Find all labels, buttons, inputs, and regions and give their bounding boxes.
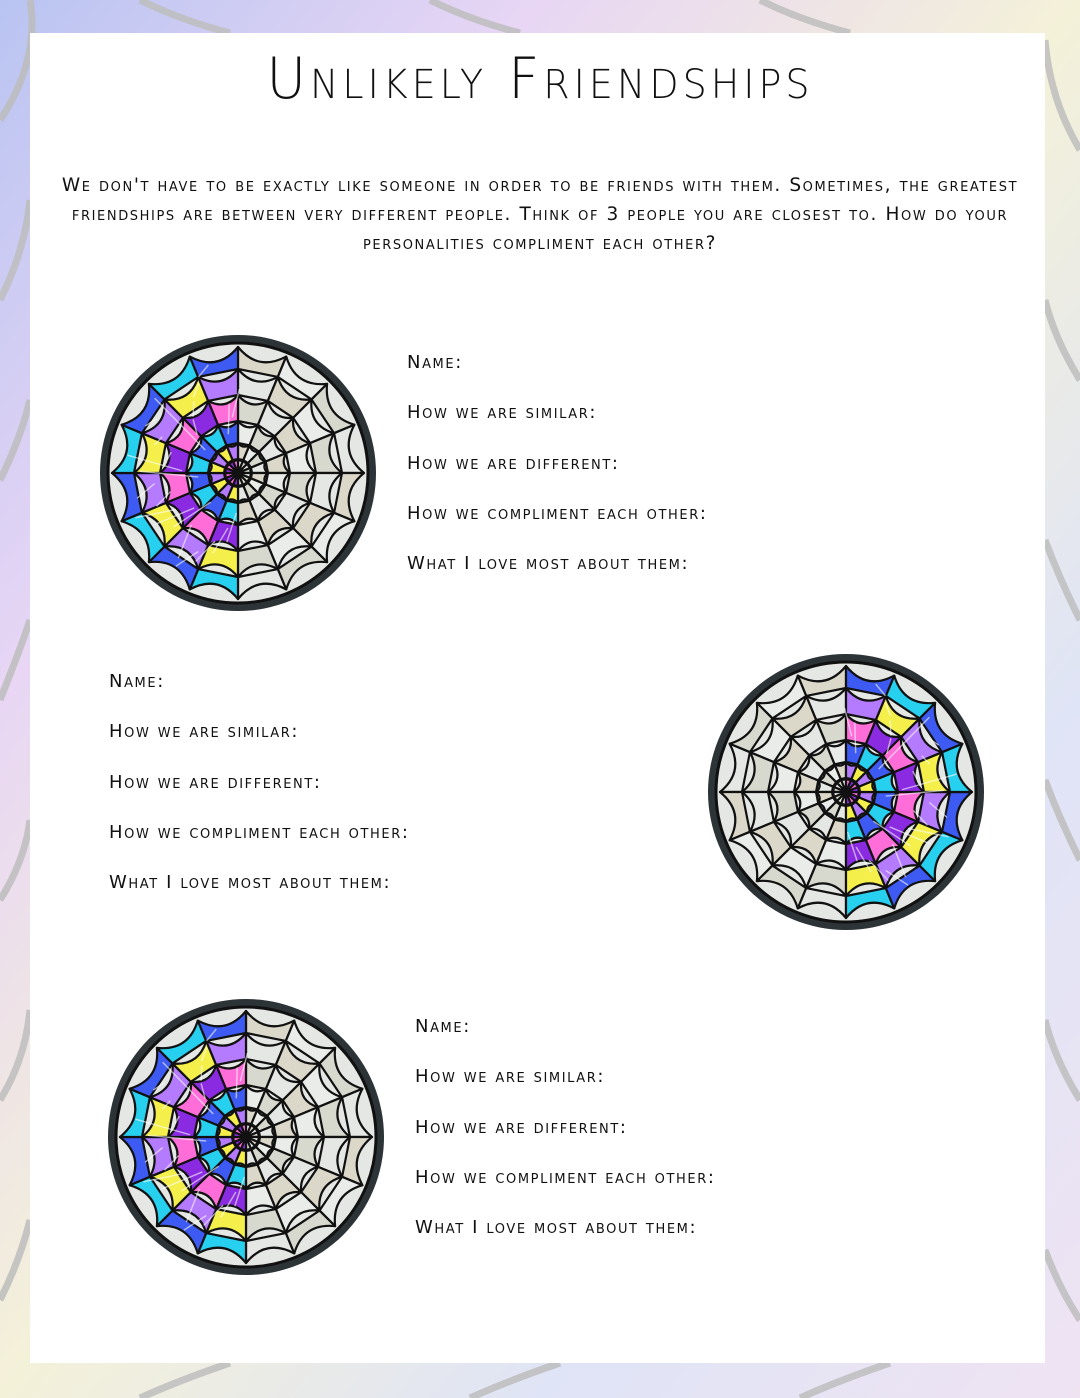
prompt-name: Name: <box>407 352 463 373</box>
stained-glass-web-icon <box>106 997 386 1277</box>
prompt-similar: How we are similar: <box>407 402 598 424</box>
prompt-similar: How we are similar: <box>109 721 300 743</box>
prompt-compliment: How we compliment each other: <box>407 502 708 524</box>
friend-prompts-3 <box>415 1016 716 1267</box>
prompt-love-most: What I love most about them: <box>415 1217 698 1239</box>
prompt-love-most: What I love most about them: <box>109 872 392 894</box>
friend-prompts-1 <box>407 352 708 603</box>
prompt-love-most: What I love most about them: <box>407 553 690 575</box>
prompt-different: How we are different: <box>407 452 620 474</box>
prompt-different: How we are different: <box>415 1116 628 1138</box>
intro-paragraph: We don't have to be exactly like someone in order to be friends with them. Sometimes, the greatest friendships are between very different people. Think of 3 people you are closest to. How do your personalities compliment each other? <box>61 175 1019 254</box>
prompt-name: Name: <box>415 1016 471 1037</box>
prompt-similar: How we are similar: <box>415 1066 606 1088</box>
prompt-compliment: How we compliment each other: <box>415 1166 716 1188</box>
page-title: Unlikely Friendships <box>266 45 814 112</box>
prompt-different: How we are different: <box>109 771 322 793</box>
friend-prompts-2 <box>109 671 410 922</box>
stained-glass-web-icon <box>98 333 378 613</box>
prompt-name: Name: <box>109 671 165 692</box>
stained-glass-web-icon <box>706 652 986 932</box>
prompt-compliment: How we compliment each other: <box>109 821 410 843</box>
